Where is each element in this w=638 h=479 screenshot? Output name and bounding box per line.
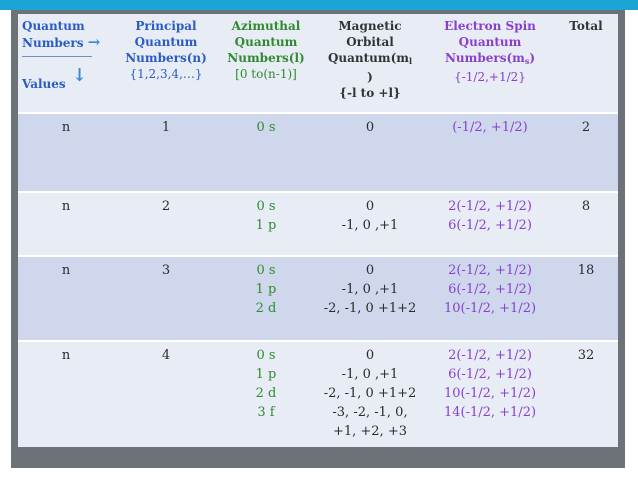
table-row [18,341,618,447]
table-row [18,256,618,341]
row-label: n [18,192,114,256]
header-spin: Electron Spin Quantum $Numbers(m_s)$ {-1/2,+1/2} [426,14,554,113]
spin-values: (-1/2, +1/2) [426,113,554,192]
arrow-down-icon: ↓ [72,65,88,86]
magnetic-values: 0 -1, 0 ,+1 -2, -1, 0 +1+2 [314,256,426,341]
quantum-numbers-table [18,14,618,447]
principal-value: 1 [114,113,218,192]
header-quantum-line-1: Quantum [22,19,85,33]
arrow-right-icon: → [87,33,101,51]
principal-value: 2 [114,192,218,256]
header-azimuthal: Azimuthal Quantum Numbers(l) [0 to(n-1)] [218,14,314,113]
table-row [18,113,618,192]
header-total: Total [554,14,618,113]
header-values-label: Values [22,77,66,91]
total-value: 18 [554,256,618,341]
spin-values: 2(-1/2, +1/2) 6(-1/2, +1/2) 10(-1/2, +1/2) [426,256,554,341]
total-value: 2 [554,113,618,192]
header-magnetic: Magnetic Orbital $Quantum(m_l$ ) {-l to +l} [314,14,426,113]
azimuthal-values: 0 s 1 p [218,192,314,256]
principal-value: 4 [114,341,218,447]
magnetic-values: 0 -1, 0 ,+1 -2, -1, 0 +1+2 -3, -2, -1, 0, +1, +2, +3 [314,341,426,447]
header-quantum-numbers [18,14,114,113]
row-label: n [18,113,114,192]
row-label: n [18,256,114,341]
total-value: 32 [554,341,618,447]
magnetic-values: 0 [314,113,426,192]
spin-values: 2(-1/2, +1/2) 6(-1/2, +1/2) [426,192,554,256]
top-accent-bar [0,0,638,10]
spin-values: 2(-1/2, +1/2) 6(-1/2, +1/2) 10(-1/2, +1/2) 14(-1/2, +1/2) [426,341,554,447]
header-row [18,14,618,113]
table-row [18,192,618,256]
total-value: 8 [554,192,618,256]
magnetic-values: 0 -1, 0 ,+1 [314,192,426,256]
header-divider [22,56,92,57]
principal-value: 3 [114,256,218,341]
header-quantum-line-2: Numbers → [22,33,101,51]
azimuthal-values: 0 s [218,113,314,192]
azimuthal-values: 0 s 1 p 2 d [218,256,314,341]
header-principal: Principal Quantum Numbers(n) {1,2,3,4,…} [114,14,218,113]
row-label: n [18,341,114,447]
azimuthal-values: 0 s 1 p 2 d 3 f [218,341,314,447]
